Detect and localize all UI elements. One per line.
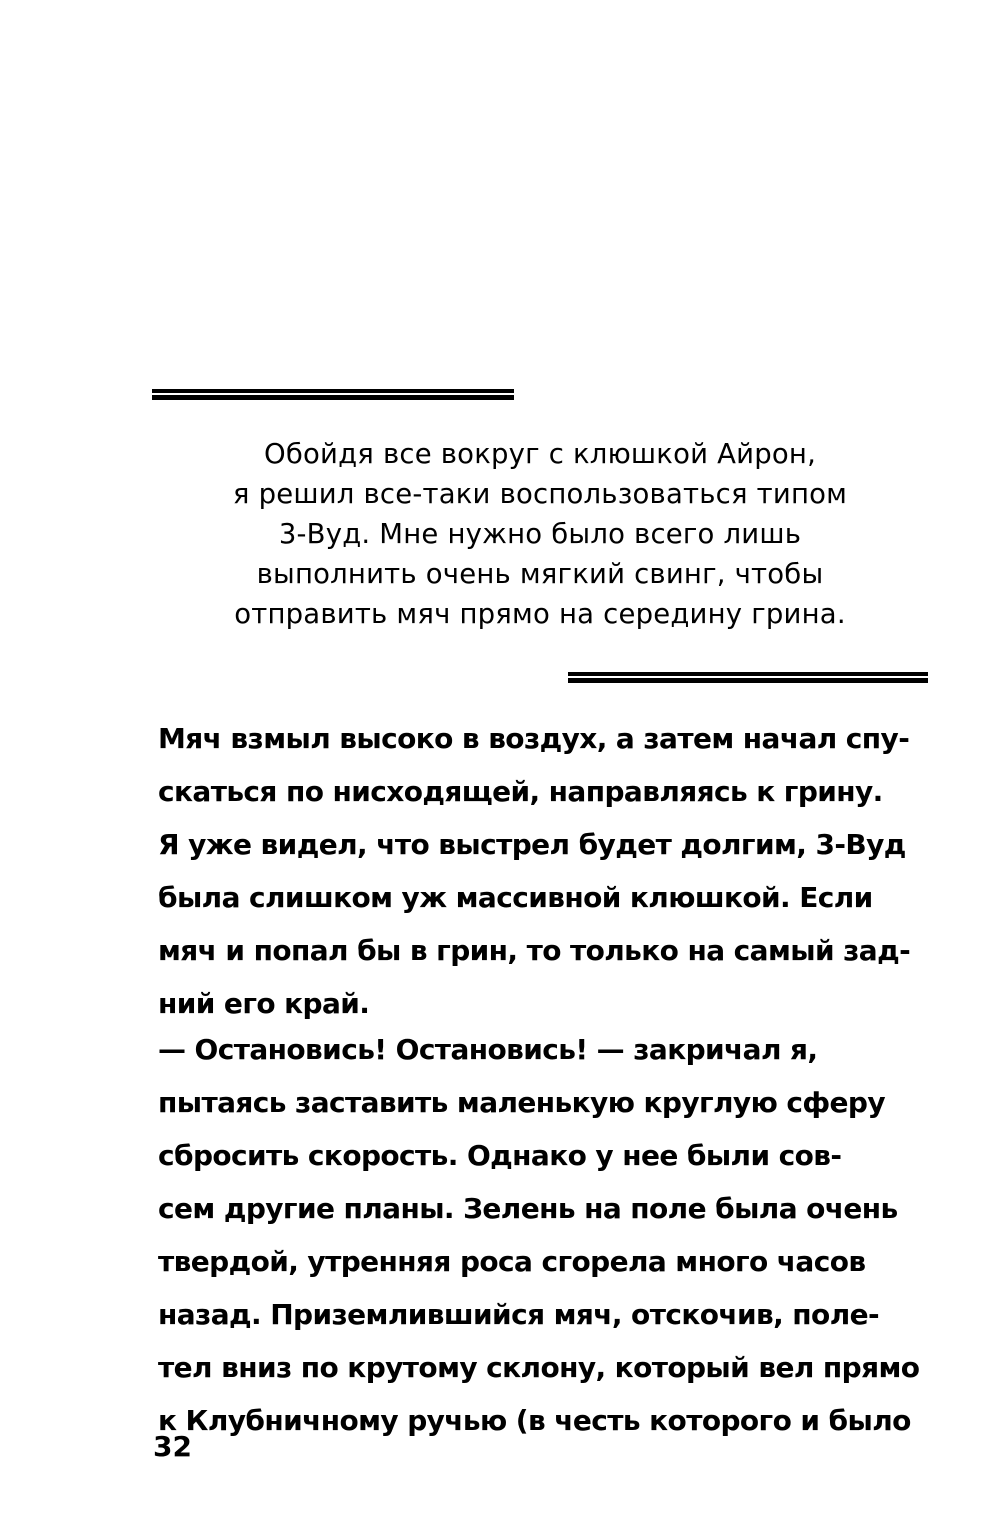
body-paragraph-1 [158,712,938,1030]
callout-line: я решил все-таки воспользоваться типом [232,478,848,510]
paragraph-line: тел вниз по крутому склону, который вел прямо [158,1351,920,1384]
paragraph-line: сем другие планы. Зелень на поле была очень [158,1192,898,1225]
paragraph-line: сбросить скорость. Однако у нее были сов- [158,1139,842,1172]
paragraph-line: твердой, утренняя роса сгорела много часов [158,1245,866,1278]
paragraph-line: мяч и попал бы в грин, то только на самый зад- [158,934,911,967]
paragraph-line: к Клубничному ручью (в честь которого и было [158,1404,911,1437]
callout-line: выполнить очень мягкий свинг, чтобы [256,558,824,590]
paragraph-line: — Остановись! Остановись! — закричал я, [158,1033,818,1066]
callout-text [150,434,930,634]
callout-line: 3-Вуд. Мне нужно было всего лишь [278,518,802,550]
callout-line: Обойдя все вокруг с клюшкой Айрон, [263,438,817,470]
paragraph-line: Я уже видел, что выстрел будет долгим, 3-Вуд [158,828,906,861]
callout-bottom-rule [568,672,928,685]
paragraph-line: ний его край. [158,987,370,1020]
paragraph-line: назад. Приземлившийся мяч, отскочив, поле- [158,1298,880,1331]
body-paragraph-2 [158,1023,938,1447]
page-number: 32 [153,1430,192,1463]
paragraph-line: скаться по нисходящей, направляясь к грину. [158,775,883,808]
paragraph-line: пытаясь заставить маленькую круглую сферу [158,1086,885,1119]
paragraph-line: Мяч взмыл высоко в воздух, а затем начал спу- [158,722,910,755]
callout-top-rule [152,389,514,402]
callout-line: отправить мяч прямо на середину грина. [234,598,846,630]
paragraph-line: была слишком уж массивной клюшкой. Если [158,881,873,914]
